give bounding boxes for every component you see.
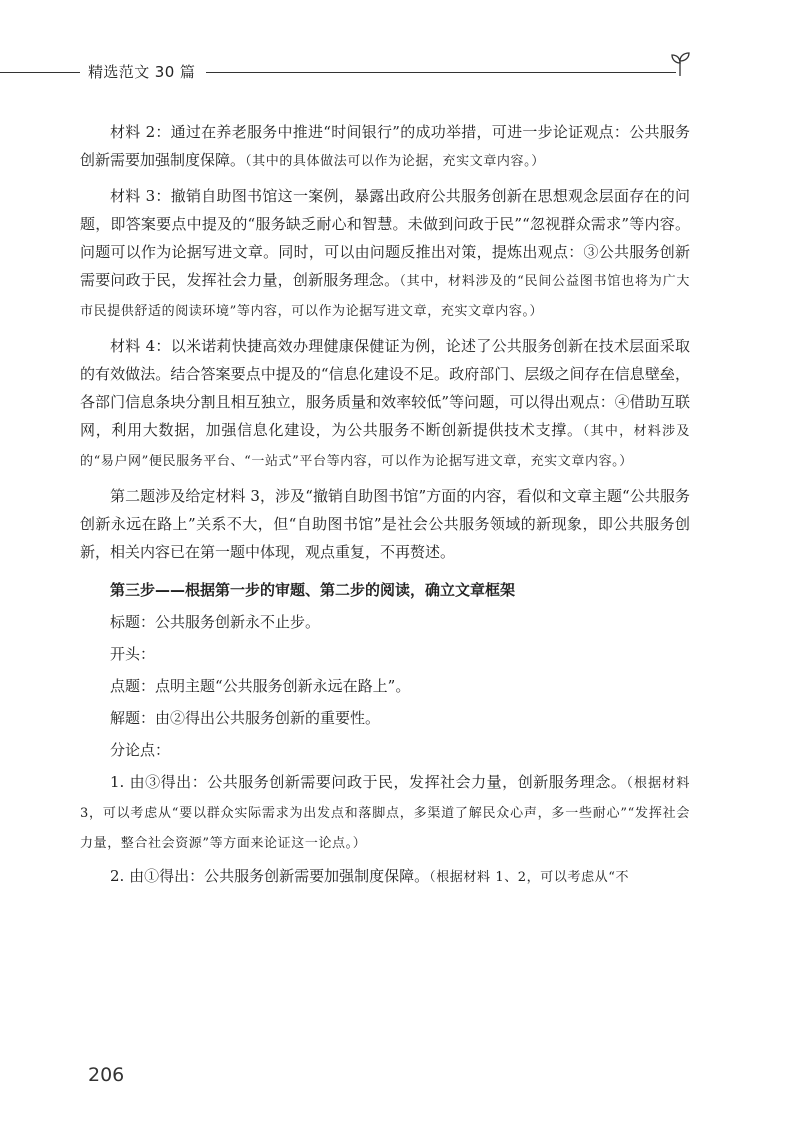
sub-point-text: 2. 由①得出：公共服务创新需要加强制度保障。 xyxy=(110,867,430,885)
section-heading-step-3: 第三步——根据第一步的审题、第二步的阅读，确立文章框架 xyxy=(110,581,516,599)
framework-explain: 解题：由②得出公共服务创新的重要性。 xyxy=(110,709,381,727)
sub-point-note: （根据材料 1、2，可以考虑从“不 xyxy=(429,870,630,885)
framework-opening-label: 开头： xyxy=(110,645,156,663)
running-header xyxy=(0,52,800,102)
sub-point-2 xyxy=(80,862,690,892)
sub-point-1 xyxy=(80,768,690,858)
page-number: 206 xyxy=(88,1064,125,1086)
header-rule-right xyxy=(206,72,676,73)
framework-sub-points-label: 分论点： xyxy=(110,741,171,759)
paragraph-note: （其中的具体做法可以作为论据，充实文章内容。） xyxy=(245,154,545,169)
sprout-icon xyxy=(666,50,694,78)
header-rule-left xyxy=(0,72,80,73)
paragraph-text: 材料 4：以米诺莉快捷高效办理健康保健证为例，论述了公共服务创新在技术层面采取的有效做法。结合答案要点中提及的“信息化建设不足。政府部门、层级之间存在信息壁垒，各部门信息条块分割且相互独立，服务质量和效率较低”等问题，可以得出观点：④借助互联网，利用大数据，加强信息化建设，为公共服务不断创新提供技术支撑。 xyxy=(80,337,690,439)
paragraph-material-2 xyxy=(80,118,690,176)
paragraph-text: 材料 3：撤销自助图书馆这一案例，暴露出政府公共服务创新在思想观念层面存在的问题，即答案要点中提及的“服务缺乏耐心和智慧。未做到问政于民”“忽视群众需求”等内容。问题可以作为论据写进文章。同时，可以由问题反推出对策，提炼出观点：③公共服务创新需要问政于民，发挥社会力量，创新服务理念。 xyxy=(80,187,690,289)
framework-point-title: 点题：点明主题“公共服务创新永远在路上”。 xyxy=(110,677,411,695)
framework-title-line: 标题：公共服务创新永不止步。 xyxy=(110,613,321,631)
paragraph-note: （其中，材料涉及的“民间公益图书馆也将为广大市民提供舒适的阅读环境”等内容，可以作为论据写进文章，充实文章内容。） xyxy=(80,274,690,319)
paragraph-note: （其中，材料涉及的“易户网”便民服务平台、“一站式”平台等内容，可以作为论据写进文章，充实文章内容。） xyxy=(80,424,690,469)
paragraph-question-2: 第二题涉及给定材料 3，涉及“撤销自助图书馆”方面的内容，看似和文章主题“公共服务创新永远在路上”关系不大，但“自助图书馆”是社会公共服务领域的新现象，即公共服务创新，相关内容已在第一题中体现，观点重复，不再赘述。 xyxy=(80,487,690,561)
sub-point-note: （根据材料 3，可以考虑从“要以群众实际需求为出发点和落脚点，多渠道了解民众心声，多一些耐心”“发挥社会力量，整合社会资源”等方面来论证这一论点。） xyxy=(80,776,690,851)
book-section-title: 精选范文 30 篇 xyxy=(88,63,196,81)
paragraph-material-3 xyxy=(80,182,690,326)
paragraph-text: 材料 2：通过在养老服务中推进“时间银行”的成功举措，可进一步论证观点：公共服务创新需要加强制度保障。 xyxy=(80,123,690,169)
page-body xyxy=(80,118,690,892)
sub-point-text: 1. 由③得出：公共服务创新需要问政于民，发挥社会力量，创新服务理念。 xyxy=(110,773,627,791)
paragraph-material-4 xyxy=(80,332,690,476)
